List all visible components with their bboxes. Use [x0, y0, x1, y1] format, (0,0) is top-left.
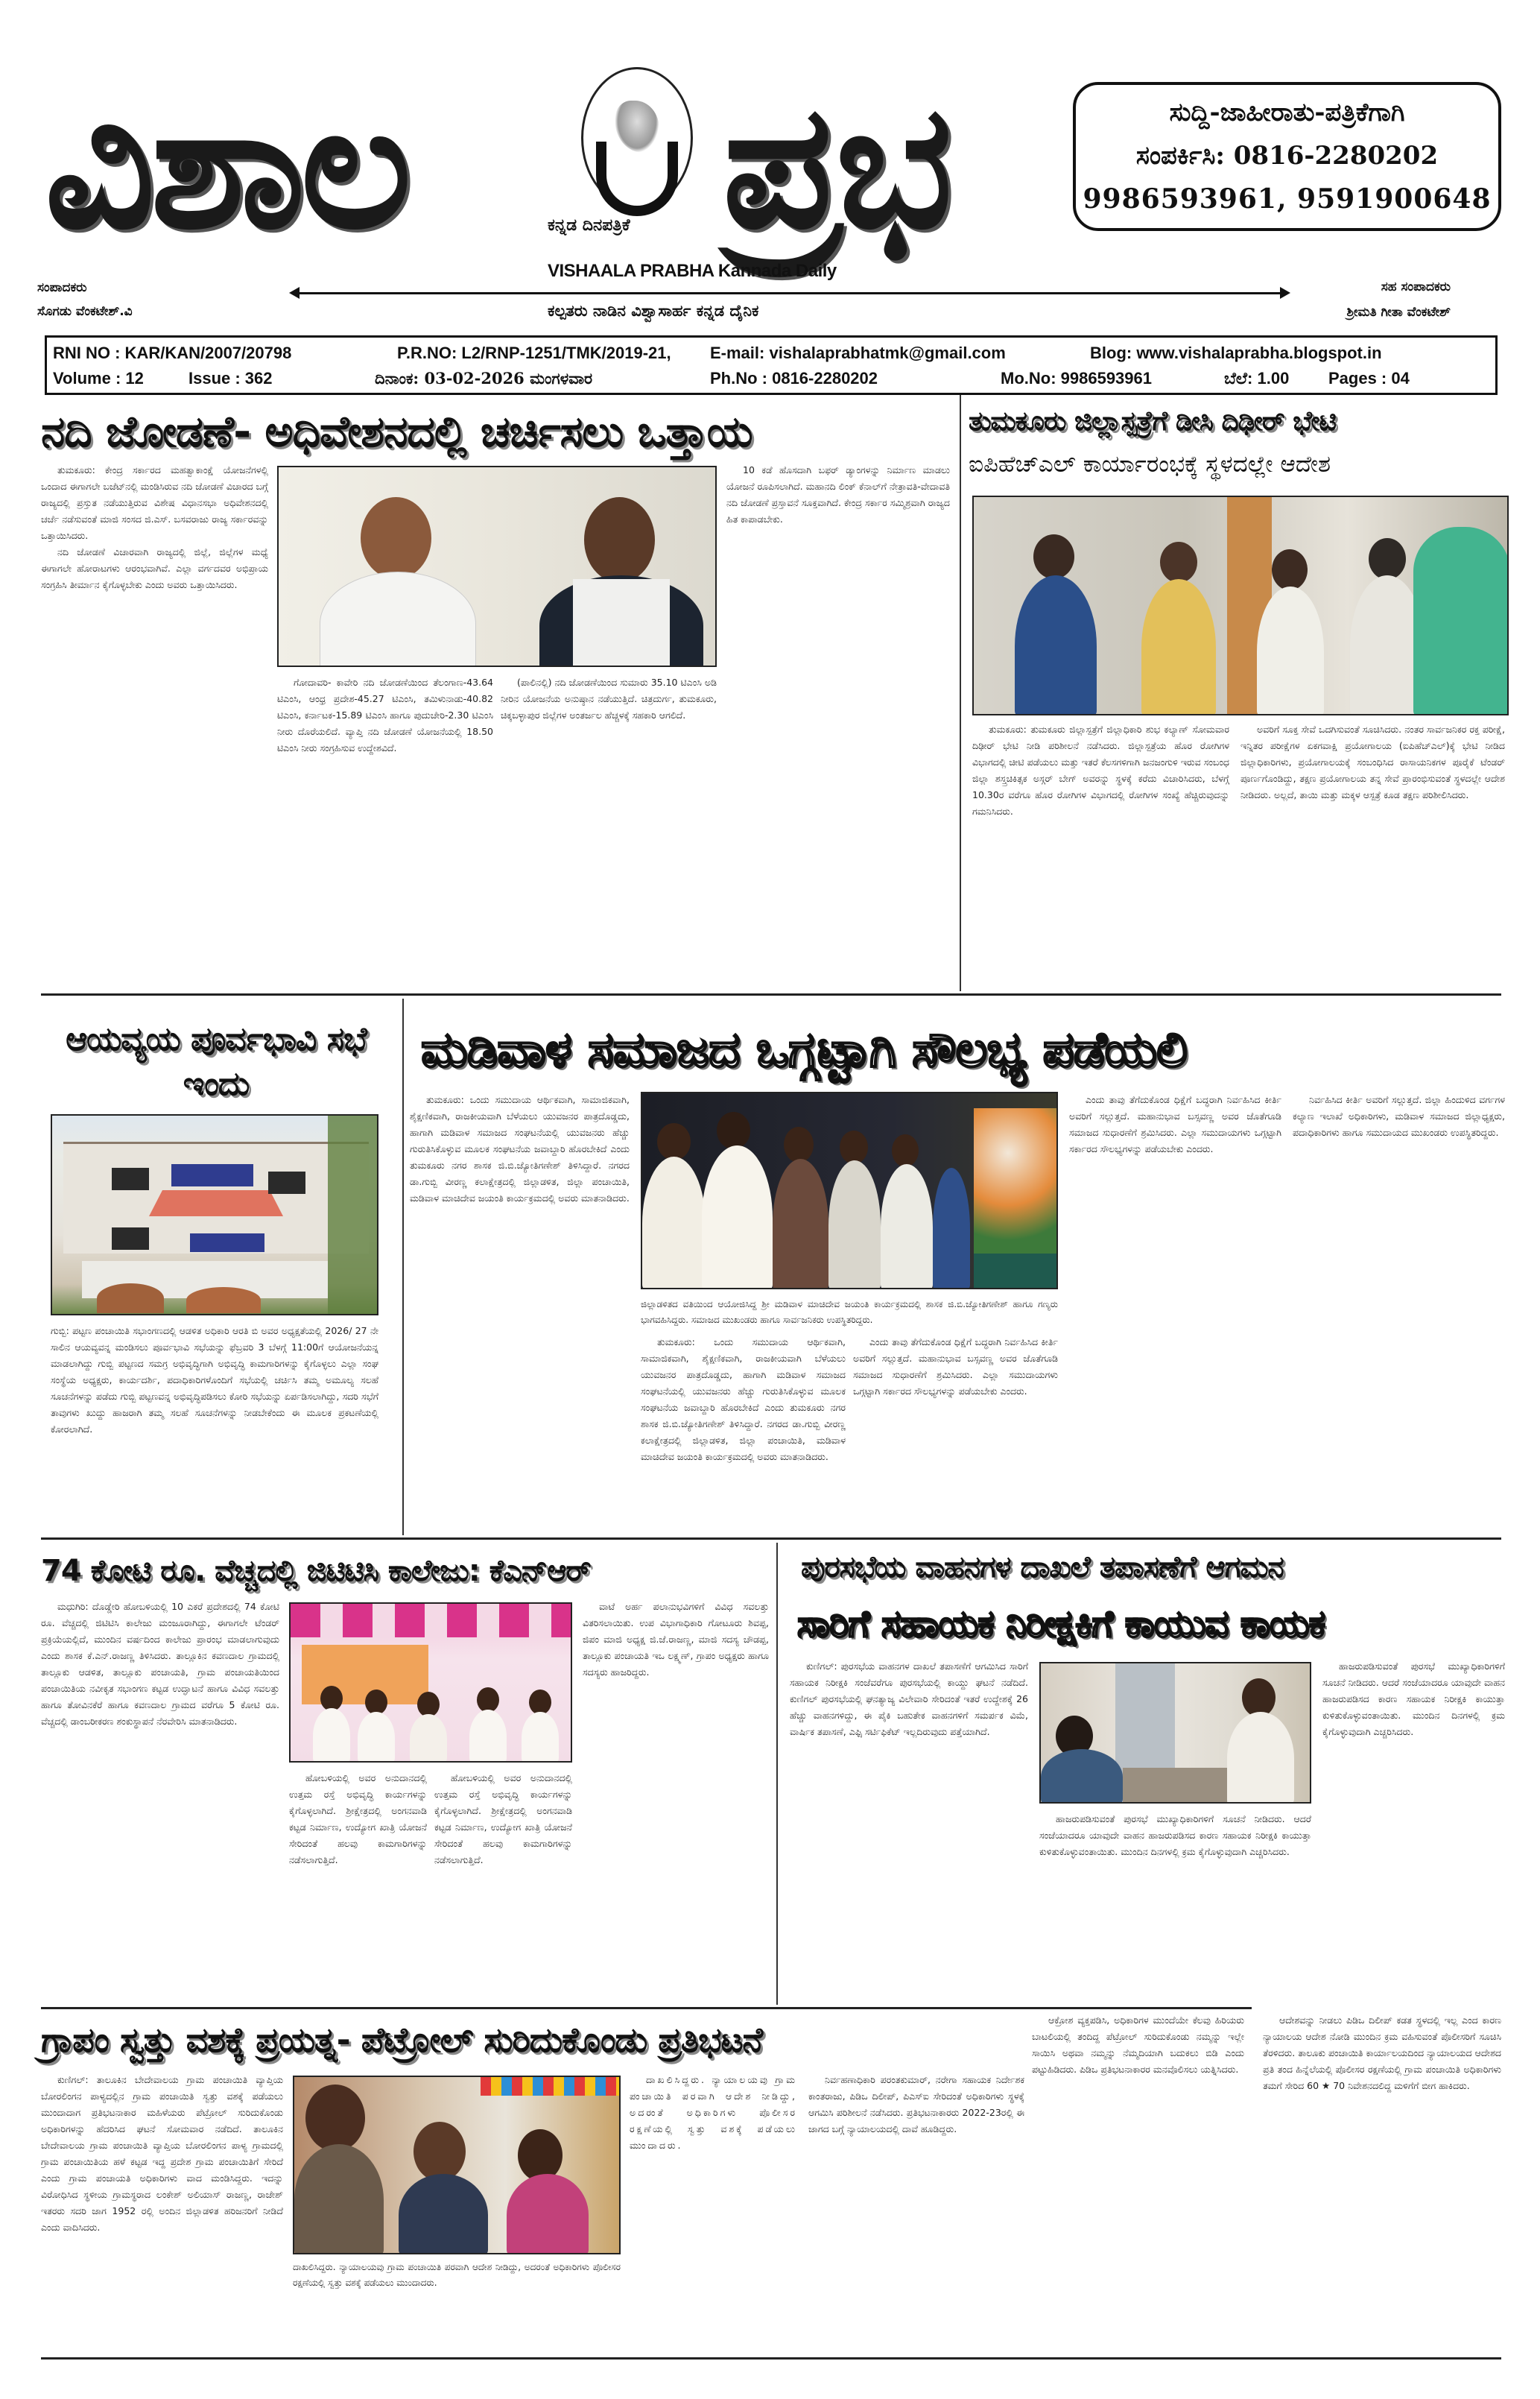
- column-divider: [402, 999, 404, 1535]
- article-body: ಗುಬ್ಬಿ: ಪಟ್ಟಣ ಪಂಚಾಯಿತಿ ಸಭಾಂಗಣದಲ್ಲಿ ಆಡಳಿತ ಅಧಿಕಾರಿ ಆರತಿ ಬಿ ಅವರ ಅಧ್ಯಕ್ಷತೆಯಲ್ಲಿ 2026/ 27 ನೇ ಸಾಲಿನ ಆಯವ್ಯವನ್ನ ಮಂಡಿಸಲು ಪೂರ್ವಭಾವಿ ಸಭೆಯನ್ನು ಫೆಬ್ರವರಿ 3 ಬೆಳಗ್ಗೆ 11:00ಗೆ ಆಯೋಜನೆಯನ್ನ ಮಾಡಲಾಗಿದ್ದು ಗುಬ್ಬಿ ಪಟ್ಟಣದ ಸಮಗ್ರ ಅಭಿವೃದ್ಧಿಗಾಗಿ ಅಭಿವೃದ್ಧಿ ಕಾಮಗಾರಿಗಳನ್ನು ಕೈಗೊಳ್ಳಲು ಎಲ್ಲಾ ಸಂಘ ಸಂಸ್ಥೆಯ ಅಧ್ಯಕ್ಷರು, ಕಾರ್ಯದರ್ಶಿ, ಪದಾಧಿಕಾರಿಗಳೊಂದಿಗೆ ಸಭೆಯಲ್ಲಿ ಚರ್ಚಿಸಿ ತಮ್ಮ ಅಮೂಲ್ಯ ಸಲಹೆ ಸೂಚನೆಗಳನ್ನು ಪಡೆದು ಗುಬ್ಬಿ ಪಟ್ಟಣವನ್ನ ಅಭಿವೃದ್ಧಿಪಡಿಸಲು ಕೋರಿ ಸಭೆಯನ್ನು ಏರ್ಪಡಿಸಲಾಗಿದ್ದು, ಸದರಿ ಸಭೆಗೆ ತಾವುಗಳು ಖುದ್ದು ಹಾಜರಾಗಿ ತಮ್ಮ ಸಲಹೆ ಸೂಚನೆಗಳನ್ನು ನೀಡಬೇಕೆಂದು ಈ ಮೂಲಕ ಪ್ರಕಟಣೆಯಲ್ಲಿ ಕೋರಲಾಗಿದೆ.: [51, 1325, 378, 1435]
- article-body-col4: 10 ಕಡೆ ಹೊಸದಾಗಿ ಬಫರ್ ಡ್ಯಾಂಗಳನ್ನು ನಿರ್ಮಾಣ ಮಾಡಲು ಯೋಜನೆ ರೂಪಿಸಲಾಗಿದೆ. ಮಹಾನದಿ ಲಿಂಕ್ ಕೆನಾಲ್‌ಗೆ ನೇತ್ರಾವತಿ-ವೇದಾವತಿ ನದಿ ಜೋಡಣೆ ಪ್ರಸ್ತಾವನೆ ಸೂಕ್ತವಾಗಿದೆ. ಕೇಂದ್ರ ಸರ್ಕಾರ ಸಮ್ಮಿಶ್ರವಾಗಿ ರಾಜ್ಯದ ಹಿತ ಕಾಪಾಡಬೇಕು.: [726, 464, 950, 525]
- article-body-col2: ಹಾಜರುಪಡಿಸುವಂತೆ ಪುರಸಭೆ ಮುಖ್ಯಾಧಿಕಾರಿಗಳಿಗೆ ಸೂಚನೆ ನೀಡಿದರು. ಆದರೆ ಸಂಜೆಯಾದರೂ ಯಾವುದೇ ವಾಹನ ಹಾಜರುಪಡಿಸದ ಕಾರಣ ಸಹಾಯಕ ನಿರೀಕ್ಷಕಿ ಕಾಯುತ್ತಾ ಕುಳಿತುಕೊಳ್ಳುವಂತಾಯಿತು. ಮುಂದಿನ ದಿನಗಳಲ್ಲಿ ಕ್ರಮ ಕೈಗೊಳ್ಳುವುದಾಗಿ ಎಚ್ಚರಿಸಿದರು.: [1039, 1813, 1311, 1857]
- masthead-title-part2: ಪ್ರಭ: [723, 68, 948, 267]
- dove-emblem-icon: [574, 67, 700, 224]
- article-body-col3: ಹಾಜರುಪಡಿಸುವಂತೆ ಪುರಸಭೆ ಮುಖ್ಯಾಧಿಕಾರಿಗಳಿಗೆ ಸೂಚನೆ ನೀಡಿದರು. ಆದರೆ ಸಂಜೆಯಾದರೂ ಯಾವುದೇ ವಾಹನ ಹಾಜರುಪಡಿಸದ ಕಾರಣ ಸಹಾಯಕ ನಿರೀಕ್ಷಕಿ ಕಾಯುತ್ತಾ ಕುಳಿತುಕೊಳ್ಳುವಂತಾಯಿತು. ಮುಂದಿನ ದಿನಗಳಲ್ಲಿ ಕ್ರಮ ಕೈಗೊಳ್ಳುವುದಾಗಿ ಎಚ್ಚರಿಸಿದರು.: [1322, 1660, 1505, 1737]
- phone: Ph.No : 0816-2280202: [710, 369, 878, 388]
- article-body-col3: (ಪಾಲಿನಲ್ಲಿ) ನದಿ ಜೋಡಣೆಯಿಂದ ಸುಮಾರು 35.10 ಟಿಎಂಸಿ ಅಡಿ ನೀರಿನ ಯೋಜನೆಯ ಅನುಷ್ಠಾನ ನಡೆಯುತ್ತಿದೆ. ಚಿತ್ರದುರ್ಗ, ತುಮಕೂರು, ಚಿಕ್ಕಬಳ್ಳಾಪುರ ಜಿಲ್ಲೆಗಳ ಅಂತರ್ಜಲ ಹೆಚ್ಚಳಕ್ಕೆ ಸಹಕಾರಿ ಆಗಲಿದೆ.: [501, 677, 717, 721]
- editor-label: ಸಂಪಾದಕರು: [37, 280, 87, 295]
- volume: Volume : 12: [53, 369, 144, 388]
- co-editor-block: [1347, 274, 1451, 325]
- article-photo-felicitation: [641, 1092, 1058, 1289]
- tagline-english: VISHAALA PRABHA Kannada Daily: [548, 261, 837, 281]
- column-divider: [776, 1543, 778, 2005]
- publication-info-bar: [45, 335, 1498, 395]
- article-photo-protest: [293, 2076, 621, 2254]
- article-body-col1: ಕುಣಿಗಲ್: ಪುರಸಭೆಯ ವಾಹನಗಳ ದಾಖಲೆ ತಪಾಸಣೆಗೆ ಆಗಮಿಸಿದ ಸಾರಿಗೆ ಸಹಾಯಕ ನಿರೀಕ್ಷಕಿ ಸಂಜೆವರೆಗೂ ಪುರಸಭೆಯಲ್ಲಿ ಕಾಯ್ದು ಘಟನೆ ನಡೆದಿದೆ. ಕುಣಿಗಲ್ ಪುರಸಭೆಯಲ್ಲಿ ಘನತ್ಯಾಜ್ಯ ವಿಲೇವಾರಿ ಸೇರಿದಂತೆ ಇತರೆ ಉದ್ದೇಶಕ್ಕೆ 26 ಹೆಚ್ಚು ವಾಹನಗಳಿದ್ದು, ಈ ಪೈಕಿ ಬಹುತೇಕ ವಾಹನಗಳಿಗೆ ಸಮರ್ಪಕ ವಿಮೆ, ವಾರ್ಷಿಕ ತಪಾಸಣೆ, ಎಫ್ಸಿ ಸರ್ಟಿಫಿಕೆಟ್ ಇಲ್ಲದಿರುವುದು ಪತ್ತೆಯಾಗಿದೆ.: [790, 1660, 1028, 1737]
- article-body-col1: ತುಮಕೂರು: ತುಮಕೂರು ಜಿಲ್ಲಾಸ್ಪತ್ರೆಗೆ ಜಿಲ್ಲಾಧಿಕಾರಿ ಶುಭ ಕಲ್ಯಾಣ್ ಸೋಮವಾರ ದಿಢೀರ್ ಭೇಟಿ ನೀಡಿ ಪರಿಶೀಲನೆ ನಡೆಸಿದರು. ಜಿಲ್ಲಾಸ್ಪತ್ರೆಯ ಹೊರ ರೋಗಿಗಳ ವಿಭಾಗದಲ್ಲಿ ಚೀಟಿ ಪಡೆಯಲು ಮತ್ತು ಇತರೆ ಕೆಲಸಗಳಿಗಾಗಿ ಜನಜಂಗುಳಿ ಇರುವ ಸಂಬಂಧ ಜಿಲ್ಲಾ ಶಸ್ತ್ರಚಿಕಿತ್ಸಕ ಅಸ್ಗರ್ ಬೇಗ್ ಅವರನ್ನು ಸ್ಥಳಕ್ಕೆ ಕರೆದು ವಿಚಾರಿಸಿದರು, ಬೆಳಗ್ಗೆ 10.30ರ ವರೆಗೂ ಹೊರ ರೋಗಿಗಳ ವಿಭಾಗದಲ್ಲಿ ರೋಗಿಗಳ ಸಂಖ್ಯೆ ಹೆಚ್ಚಿರುವುದನ್ನು ಗಮನಿಸಿದರು.: [972, 724, 1229, 817]
- article-body-col2: ಹೋಬಳಿಯಲ್ಲಿ ಅವರ ಅನುದಾನದಲ್ಲಿ ಉತ್ತಮ ರಸ್ತೆ ಅಭಿವೃದ್ಧಿ ಕಾರ್ಯಗಳನ್ನು ಕೈಗೊಳ್ಳಲಾಗಿದೆ. ಶ್ರೀಕ್ಷೇತ್ರದಲ್ಲಿ ಅಂಗನವಾಡಿ ಕಟ್ಟಡ ನಿರ್ಮಾಣ, ಉದ್ಯೋಗ ಖಾತ್ರಿ ಯೋಜನೆ ಸೇರಿದಂತೆ ಹಲವು ಕಾಮಗಾರಿಗಳನ್ನು ನಡೆಸಲಾಗುತ್ತಿದೆ.: [289, 1772, 427, 1865]
- photo-caption: ದಾಖಲಿಸಿದ್ದರು. ನ್ಯಾಯಾಲಯವು ಗ್ರಾಮ ಪಂಚಾಯಿತಿ ಪರವಾಗಿ ಆದೇಶ ನೀಡಿದ್ದು, ಅದರಂತೆ ಅಧಿಕಾರಿಗಳು ಪೊಲೀಸರ ರಕ್ಷಣೆಯಲ್ಲಿ ಸ್ವತ್ತು ವಶಕ್ಕೆ ಪಡೆಯಲು ಮುಂದಾದರು.: [293, 2262, 621, 2288]
- contact-box: [1073, 82, 1501, 231]
- article-body-col4: ಆಕ್ರೋಶ ವ್ಯಕ್ತಪಡಿಸಿ, ಅಧಿಕಾರಿಗಳ ಮುಂದೆಯೇ ಕೆಲವು ಹಿರಿಯರು ಬಾಟಲಿಯಲ್ಲಿ ತಂದಿದ್ದ ಪೆಟ್ರೋಲ್ ಸುರಿದುಕೊಂಡು ನಮ್ಮನ್ನು ಇಲ್ಲೇ ಸಾಯಿಸಿ ಅಥವಾ ನಮ್ಮನ್ನು ನೆಮ್ಮದಿಯಾಗಿ ಬದುಕಲು ಬಿಡಿ ಎಂದು ಪಟ್ಟುಹಿಡಿದರು. ಪಿಡಿಒ ಪ್ರತಿಭಟನಾಕಾರರ ಮನವೊಲಿಸಲು ಯತ್ನಿಸಿದರು.: [1032, 2014, 1244, 2075]
- double-arrow-divider: [298, 292, 1281, 294]
- article-body-col1: ಕುಣಿಗಲ್: ತಾಲೂಕಿನ ಬೇದೇವಾಲಯ ಗ್ರಾಮ ಪಂಚಾಯಿತಿ ವ್ಯಾಪ್ತಿಯ ಬೋರಲಿಂಗನ ಪಾಳ್ಯದಲ್ಲಿನ ಗ್ರಾಮ ಪಂಚಾಯಿತಿ ಸ್ವತ್ತು ವಶಕ್ಕೆ ಪಡೆಯಲು ಮುಂದಾದಾಗ ಪ್ರತಿಭಟನಾಕಾರ ಮಹಿಳೆಯರು ಪೆಟ್ರೋಲ್ ಸುರಿದುಕೊಂಡು ಅಧಿಕಾರಿಗಳನ್ನು ಹೆದರಿಸಿದ ಘಟನೆ ಸೋಮವಾರ ನಡೆದಿದೆ. ತಾಲೂಕಿನ ಬೇದೇವಾಲಯ ಗ್ರಾಮ ಪಂಚಾಯಿತಿ ವ್ಯಾಪ್ತಿಯ ಬೋರಲಿಂಗನ ಪಾಳ್ಯ ಗ್ರಾಮದಲ್ಲಿ ಗ್ರಾಮ ಪಂಚಾಯಿತಿಯ ಹಳೆ ಕಟ್ಟಡ ಇದ್ದ ಪ್ರದೇಶ ಗ್ರಾಮ ಪಂಚಾಯಿತಿಗೆ ಸೇರಿದೆ ಎಂದು ಗ್ರಾಮ ಪಂಚಾಯತಿ ಅಧಿಕಾರಿಗಳು ವಾದ ಮಂಡಿಸಿದ್ದರು. ಇದನ್ನು ವಿರೋಧಿಸಿದ ಸ್ಥಳೀಯ ಗ್ರಾಮಸ್ಥರಾದ ಲಂಕೇಶ್ ಅಲಿಯಾಸ್ ರಾಜಣ್ಣ, ರಾಜೇಶ್ ಇತರರು ಸದರಿ ಜಾಗ 1952 ರಲ್ಲಿ ಅಂದಿನ ಜಿಲ್ಲಾಡಳಿತ ಹರಿಜನರಿಗೆ ನೀಡಿದೆ ಎಂದು ವಾದಿಸಿದರು.: [41, 2074, 283, 2233]
- column-divider: [960, 395, 961, 991]
- article-photo-inspector: [1039, 1662, 1311, 1804]
- article-body-col2b: ಹೋಬಳಿಯಲ್ಲಿ ಅವರ ಅನುದಾನದಲ್ಲಿ ಉತ್ತಮ ರಸ್ತೆ ಅಭಿವೃದ್ಧಿ ಕಾರ್ಯಗಳನ್ನು ಕೈಗೊಳ್ಳಲಾಗಿದೆ. ಶ್ರೀಕ್ಷೇತ್ರದಲ್ಲಿ ಅಂಗನವಾಡಿ ಕಟ್ಟಡ ನಿರ್ಮಾಣ, ಉದ್ಯೋಗ ಖಾತ್ರಿ ಯೋಜನೆ ಸೇರಿದಂತೆ ಹಲವು ಕಾಮಗಾರಿಗಳನ್ನು ನಡೆಸಲಾಗುತ್ತಿದೆ.: [434, 1772, 572, 1865]
- blog-link[interactable]: Blog: www.vishalaprabha.blogspot.in: [1090, 344, 1382, 362]
- article-body-col3: ನಿರ್ವಹಣಾಧಿಕಾರಿ ಪರಂತಕುಮಾರ್, ನರೇಗಾ ಸಹಾಯಕ ನಿರ್ದೇಶಕ ಕಾಂತರಾಜು, ಪಿಡಿಒ ದಿಲೀಪ್, ಪಿಎಸ್ಐ ಸೇರಿದಂತೆ ಅಧಿಕಾರಿಗಳು ಸ್ಥಳಕ್ಕೆ ಆಗಮಿಸಿ ಪರಿಶೀಲನೆ ನಡೆಸಿದರು. ಪ್ರತಿಭಟನಾಕಾರರು 2022-23ರಲ್ಲಿ ಈ ಜಾಗದ ಬಗ್ಗೆ ನ್ಯಾಯಾಲಯದಲ್ಲಿ ದಾವೆ ಹೂಡಿದ್ದರು.: [808, 2074, 1024, 2134]
- headline: ನದಿ ಜೋಡಣೆ- ಅಧಿವೇಶನದಲ್ಲಿ ಚರ್ಚಿಸಲು ಒತ್ತಾಯ: [41, 406, 752, 457]
- headline: ಪುರಸಭೆಯ ವಾಹನಗಳ ದಾಖಲೆ ತಪಾಸಣೆಗೆ ಆಗಮನ: [801, 1550, 1284, 1584]
- contact-line-1: ಸುದ್ದಿ-ಜಾಹೀರಾತು-ಪತ್ರಿಕೆಗಾಗಿ: [1169, 98, 1405, 127]
- section-rule: [41, 2007, 1252, 2009]
- headline: ಮಡಿವಾಳ ಸಮಾಜದ ಒಗ್ಗಟ್ಟಾಗಿ ಸೌಲಭ್ಯ ಪಡೆಯಲಿ: [421, 1021, 1188, 1078]
- subheadline: ಸಾರಿಗೆ ಸಹಾಯಕ ನಿರೀಕ್ಷಕಿಗೆ ಕಾಯುವ ಕಾಯಕ: [797, 1602, 1325, 1646]
- article-photo-politicians: [277, 466, 717, 667]
- editor-block: [37, 276, 133, 323]
- article-body-col2: ಗೋದಾವರಿ- ಕಾವೇರಿ ನದಿ ಜೋಡಣೆಯಿಂದ ತೆಲಂಗಾಣ-43.64 ಟಿಎಂಸಿ, ಆಂಧ್ರ ಪ್ರದೇಶ-45.27 ಟಿಎಂಸಿ, ತಮಿಳುನಾಡು-40.82 ಟಿಎಂಸಿ, ಕರ್ನಾಟಕ-15.89 ಟಿಎಂಸಿ ಹಾಗೂ ಪುದುಚೇರಿ-2.30 ಟಿಎಂಸಿ ನೀರು ದೊರೆಯಲಿದೆ. ವ್ಯಾಪ್ತಿ ನದಿ ಜೋಡಣೆ ಯೋಜನೆಯಲ್ಲಿ 18.50 ಟಿಎಂಸಿ ನೀರು ಸಂಗ್ರಹಿಸುವ ಉದ್ದೇಶವಿದೆ.: [277, 677, 493, 753]
- co-editor-name: ಶ್ರೀಮತಿ ಗೀತಾ ವೆಂಕಟೇಶ್: [1346, 305, 1451, 320]
- rni-number: RNI NO : KAR/KAN/2007/20798: [53, 344, 292, 362]
- article-body-col4: ನಿರ್ವಹಿಸಿದ ಕೀರ್ತಿ ಅವರಿಗೆ ಸಲ್ಲುತ್ತದೆ. ಜಿಲ್ಲಾ ಹಿಂದುಳಿದ ವರ್ಗಗಳ ಕಲ್ಯಾಣ ಇಲಾಖೆ ಅಧಿಕಾರಿಗಳು, ಮಡಿವಾಳ ಸಮಾಜದ ಜಿಲ್ಲಾಧ್ಯಕ್ಷರು, ಪದಾಧಿಕಾರಿಗಳು ಹಾಗೂ ಸಮುದಾಯದ ಮುಖಂಡರು ಉಪಸ್ಥಿತರಿದ್ದರು.: [1293, 1094, 1505, 1138]
- article-photo-inauguration: [289, 1602, 572, 1763]
- article-body-col5: ಆದೇಶವನ್ನು ನೀಡಲು ಪಿಡಿಒ ದಿಲೀಪ್ ಕಡತ ಸ್ಥಳದಲ್ಲಿ ಇಲ್ಲ ಎಂದ ಕಾರಣ ನ್ಯಾಯಾಲಯ ಆದೇಶ ನೋಡಿ ಮುಂದಿನ ಕ್ರಮ ವಹಿಸುವಂತೆ ಪೊಲೀಸರಿಗೆ ಸೂಚಿಸಿ ತೆರಳಿದರು. ತಾಲೂಕು ಪಂಚಾಯಿತಿ ಕಾರ್ಯಾಲಯದಿಂದ ನ್ಯಾಯಾಲಯದ ಆದೇಶದ ಪ್ರತಿ ತಂದ ಹಿನ್ನೆಲೆಯಲ್ಲಿ ಪೊಲೀಸರ ರಕ್ಷಣೆಯಲ್ಲಿ ಗ್ರಾಮ ಪಂಚಾಯಿತಿ ಅಧಿಕಾರಿಗಳು ತಮಗೆ ಸೇರಿದ 60 ★ 70 ನಿವೇಶನದಲಿದ್ದ ಮಳಿಗೆಗೆ ಬೀಗ ಹಾಕಿದರು.: [1263, 2014, 1501, 2091]
- article-photo-hospital: [972, 496, 1509, 715]
- article-body-col2: ಅವರಿಗೆ ಸೂಕ್ತ ಸೇವೆ ಒದಗಿಸುವಂತೆ ಸೂಚಿಸಿದರು. ನಂತರ ಸಾರ್ವಜನಿಕರ ರಕ್ತ ಪರೀಕ್ಷೆ, ಇನ್ನಿತರ ಪರೀಕ್ಷೆಗಳ ಏಕಗವಾಕ್ಷಿ ಪ್ರಯೋಗಾಲಯ (ಐಪಿಹೆಚ್‌ಎಲ್)ಕ್ಕೆ ಭೇಟಿ ನೀಡಿದ ಜಿಲ್ಲಾಧಿಕಾರಿಗಳು, ಪ್ರಯೋಗಾಲಯಕ್ಕೆ ಸಂಬಂಧಿಸಿದ ರಾಸಾಯನಿಕಗಳ ಪೂರೈಕೆ ಟೆಂಡರ್ ಪೂರ್ಣಗೊಂಡಿದ್ದು, ತಕ್ಷಣ ಪ್ರಯೋಗಾಲಯ ತನ್ನ ಸೇವೆ ಪ್ರಾರಂಭಿಸುವಂತೆ ಸ್ಥಳದಲ್ಲೇ ಆದೇಶ ನೀಡಿದರು. ಅಲ್ಲದೆ, ತಾಯಿ ಮತ್ತು ಮಕ್ಕಳ ಆಸ್ಪತ್ರೆ ಕೂಡ ತಕ್ಷಣ ಪರಿಶೀಲಿಸಿದರು.: [1240, 724, 1505, 800]
- section-rule: [41, 993, 1501, 996]
- headline: ಆಯವ್ಯಯ ಪೂರ್ವಭಾವಿ ಸಭೆ ಇಂದು: [66, 1020, 367, 1103]
- editor-name: ಸೊಗಡು ವೆಂಕಟೇಶ್.ವಿ: [37, 304, 133, 319]
- headline: ತುಮಕೂರು ಜಿಲ್ಲಾಸ್ಪತ್ರೆಗೆ ಡೀಸಿ ದಿಢೀರ್ ಭೇಟಿ: [969, 406, 1336, 437]
- article-body-col3: ವಾಟೆ ಅರ್ಹ ಪಲಾನುಭವಿಗಳಿಗೆ ವಿವಿಧ ಸವಲತ್ತು ವಿತರಿಸಲಾಯಿತು. ಉಪ ವಿಭಾಗಾಧಿಕಾರಿ ಗೋಟೂರು ಶಿವಪ್ಪ, ಜಿಪಂ ಮಾಜಿ ಅಧ್ಯಕ್ಷ ಜಿ.ಜೆ.ರಾಜಣ್ಣ, ಮಾಜಿ ಸದಸ್ಯ ಚೌಡಪ್ಪ, ತಾಲ್ಲೂಕು ಪಂಚಾಯತಿ ಇಒ ಲಕ್ಷ್ಮಣ್, ಗ್ರಾಪಂ ಅಧ್ಯಕ್ಷರು ಹಾಗೂ ಸದಸ್ಯರು ಹಾಜರಿದ್ದರು.: [583, 1601, 769, 1678]
- contact-line-3: 9986593961, 9591900648: [1083, 183, 1492, 215]
- article-body-col1: ತುಮಕೂರು: ಕೇಂದ್ರ ಸರ್ಕಾರದ ಮಹತ್ವಾಕಾಂಕ್ಷೆ ಯೋಜನೆಗಳಲ್ಲಿ ಒಂದಾದ ಈಗಾಗಲೇ ಬಜೆಟ್‌ನಲ್ಲಿ ಮಂಡಿಸಿರುವ ನದಿ ಜೋಡಣೆ ವಿಚಾರದ ಬಗ್ಗೆ ರಾಜ್ಯದಲ್ಲಿ ಪ್ರಸ್ತುತ ನಡೆಯುತ್ತಿರುವ ವಿಶೇಷ ವಿಧಾನಸಭಾ ಅಧಿವೇಶನದಲ್ಲಿ ಚರ್ಚೆ ನಡೆಸುವಂತೆ ಮಾಜಿ ಸಂಸದ ಜಿ.ಎಸ್. ಬಸವರಾಜು ರಾಜ್ಯ ಸರ್ಕಾರವನ್ನು ಒತ್ತಾಯಿಸಿದರು. ನದಿ ಜೋಡಣೆ ವಿಚಾರವಾಗಿ ರಾಜ್ಯದಲ್ಲಿ ಜಿಲ್ಲೆ, ಜಿಲ್ಲೆಗಳ ಮಧ್ಯೆ ಈಗಾಗಲೇ ಹೋರಾಟಗಳು ಆರಂಭವಾಗಿವೆ. ಎಲ್ಲಾ ವರ್ಗದವರ ಅಭಿಪ್ರಾಯ ಸಂಗ್ರಹಿಸಿ ತೀರ್ಮಾನ ಕೈಗೊಳ್ಳಬೇಕು ಎಂದು ಅವರು ಒತ್ತಾಯಿಸಿದರು.: [41, 464, 268, 590]
- section-rule: [41, 1537, 1501, 1540]
- article-body-col2: ದಾಖಲಿಸಿದ್ದರು. ನ್ಯಾಯಾಲಯವು ಗ್ರಾಮ ಪಂಚಾಯಿತಿ ಪರವಾಗಿ ಆದೇಶ ನೀಡಿದ್ದು, ಅದರಂತೆ ಅಧಿಕಾರಿಗಳು ಪೊಲೀಸರ ರಕ್ಷಣೆಯಲ್ಲಿ ಸ್ವತ್ತು ವಶಕ್ಕೆ ಪಡೆಯಲು ಮುಂದಾದರು.: [630, 2074, 797, 2151]
- price: ಬೆಲೆ: 1.00: [1224, 369, 1290, 388]
- article-body-col2b: ಎಂದು ತಾವು ತೆಗೆದುಕೊಂಡ ಧಿಕ್ಷೆಗೆ ಬದ್ಧರಾಗಿ ನಿರ್ವಹಿಸಿದ ಕೀರ್ತಿ ಅವರಿಗೆ ಸಲ್ಲುತ್ತದೆ. ಮಹಾನುಭಾವ ಬಸ್ಸವಣ್ಣ ಅವರ ಜೊತೆಗೂಡಿ ಸಮಾಜದ ಸುಧಾರಣೆಗೆ ಶ್ರಮಿಸಿದರು. ಎಲ್ಲಾ ಸಮುದಾಯಗಳು ಒಗ್ಗಟ್ಟಾಗಿ ಸರ್ಕಾರದ ಸೌಲಭ್ಯಗಳನ್ನು ಪಡೆಯಬೇಕು ಎಂದರು.: [853, 1336, 1058, 1397]
- pr-number: P.R.NO: L2/RNP-1251/TMK/2019-21,: [397, 344, 671, 362]
- subheadline: ಐಪಿಹೆಚ್‌ಎಲ್ ಕಾರ್ಯಾರಂಭಕ್ಕೆ ಸ್ಥಳದಲ್ಲೇ ಆದೇಶ: [969, 451, 1331, 478]
- email: E-mail: vishalaprabhatmk@gmail.com: [710, 344, 1006, 362]
- article-body-col1: ಮಧುಗಿರಿ: ದೊಡ್ಡೇರಿ ಹೋಬಳಿಯಲ್ಲಿ 10 ಎಕರೆ ಪ್ರದೇಶದಲ್ಲಿ 74 ಕೋಟಿ ರೂ. ವೆಚ್ಚದಲ್ಲಿ ಜಿಟಿಟಿಸಿ ಕಾಲೇಜು ಮಂಜೂರಾಗಿದ್ದು, ಈಗಾಗಲೇ ಟೆಂಡರ್ ಪ್ರಕ್ರಿಯೆಯಲ್ಲಿದೆ, ಮುಂದಿನ ವರ್ಷದಿಂದ ಕಾಲೇಜು ಪ್ರಾರಂಭ ಮಾಡಲಾಗುವುದು ಎಂದು ಶಾಸಕ ಕೆ.ಎನ್.ರಾಜಣ್ಣ ತಿಳಿಸಿದರು. ತಾಲ್ಲೂಕಿನ ಕವಣದಾಲ ಗ್ರಾಮದಲ್ಲಿ ತಾಲ್ಲೂಕು ಆಡಳಿತ, ತಾಲ್ಲೂಕು ಪಂಚಾಯತಿ, ಗ್ರಾಮ ಪಂಚಾಯತಿಯಿಂದ ಪಂಚಾಯಿತಿಯ ನವೀಕೃತ ಸಭಾಂಗಣ ಕಟ್ಟಡ ಉದ್ಘಾಟನೆ ಹಾಗೂ ವಿವಿಧ ಸವಲತ್ತು ಹಾಗೂ ತೋವಿನಕೆರೆ ಹಾಗೂ ಕವಣದಾಲ ಗ್ರಾಮದ ವರೆಗೂ 5 ಕೋಟಿ ರೂ. ವೆಚ್ಚದಲ್ಲಿ ಡಾಂಬರೀಕರಣ ಶಂಕುಸ್ಥಾಪನೆ ನೆರವೇರಿಸಿ ಮಾತನಾಡಿದರು.: [41, 1601, 279, 1727]
- page-bottom-rule: [41, 2357, 1501, 2360]
- article-photo-panchayat-office: [51, 1114, 378, 1315]
- headline: ಗ್ರಾಪಂ ಸ್ವತ್ತು ವಶಕ್ಕೆ ಪ್ರಯತ್ನ- ಪೆಟ್ರೋಲ್ ಸುರಿದುಕೊಂಡು ಪ್ರತಿಭಟನೆ: [41, 2020, 763, 2060]
- article-body-col2: ತುಮಕೂರು: ಒಂದು ಸಮುದಾಯ ಆರ್ಥಿಕವಾಗಿ, ಸಾಮಾಜಿಕವಾಗಿ, ಶೈಕ್ಷಣಿಕವಾಗಿ, ರಾಜಕೀಯವಾಗಿ ಬೆಳೆಯಲು ಯುವಜನರ ಪಾತ್ರದೊಡ್ಡದು, ಹಾಗಾಗಿ ಮಡಿವಾಳ ಸಮಾಜದ ಸಂಘಟನೆಯಲ್ಲಿ ಯುವಜನರು ಹೆಚ್ಚು ಗುರುತಿಸಿಕೊಳ್ಳುವ ಮೂಲಕ ಸಂಘಟನೆಯ ಜವಾಬ್ದಾರಿ ಹೊರಬೇಕಿದೆ ಎಂದು ತುಮಕೂರು ನಗರ ಶಾಸಕ ಜಿ.ಬಿ.ಜ್ಯೋತಿಗಣೇಶ್ ತಿಳಿಸಿದ್ದಾರೆ. ನಗರದ ಡಾ.ಗುಬ್ಬಿ ವೀರಣ್ಣ ಕಲಾಕ್ಷೇತ್ರದಲ್ಲಿ ಜಿಲ್ಲಾಡಳಿತ, ಜಿಲ್ಲಾ ಪಂಚಾಯಿತಿ, ಮಡಿವಾಳ ಮಾಚಿದೇವ ಜಯಂತಿ ಕಾರ್ಯಕ್ರಮದಲ್ಲಿ ಅವರು ಮಾತನಾಡಿದರು.: [641, 1336, 846, 1462]
- mobile: Mo.No: 9986593961: [1001, 369, 1152, 388]
- issue: Issue : 362: [188, 369, 273, 388]
- co-editor-label: ಸಹ ಸಂಪಾದಕರು: [1381, 279, 1451, 294]
- slogan: ಕಲ್ಪತರು ನಾಡಿನ ವಿಶ್ವಾಸಾರ್ಹ ಕನ್ನಡ ದೈನಿಕ: [548, 302, 759, 320]
- tagline-kannada: ಕನ್ನಡ ದಿನಪತ್ರಿಕೆ: [548, 216, 630, 235]
- photo-caption: ಜಿಲ್ಲಾಡಳಿತದ ವತಿಯಿಂದ ಆಯೋಜಿಸಿದ್ದ ಶ್ರೀ ಮಡಿವಾಳ ಮಾಚಿದೇವ ಜಯಂತಿ ಕಾರ್ಯಕ್ರಮದಲ್ಲಿ ಶಾಸಕ ಜಿ.ಬಿ.ಜ್ಯೋತಿಗಣೇಶ್ ಹಾಗೂ ಗಣ್ಯರು ಭಾಗವಹಿಸಿದ್ದರು. ಸಮಾಜದ ಮುಖಂಡರು ಹಾಗೂ ಸಾರ್ವಜನಿಕರು ಉಪಸ್ಥಿತರಿದ್ದರು.: [641, 1299, 1058, 1325]
- contact-line-2: ಸಂಪರ್ಕಿಸಿ: 0816-2280202: [1135, 141, 1439, 171]
- page-count: Pages : 04: [1328, 369, 1410, 388]
- issue-date: ದಿನಾಂಕ: 03-02-2026 ಮಂಗಳವಾರ: [375, 369, 593, 388]
- masthead-title-part1: ವಿಶಾಲ: [45, 68, 408, 267]
- article-body-col1: ತುಮಕೂರು: ಒಂದು ಸಮುದಾಯ ಆರ್ಥಿಕವಾಗಿ, ಸಾಮಾಜಿಕವಾಗಿ, ಶೈಕ್ಷಣಿಕವಾಗಿ, ರಾಜಕೀಯವಾಗಿ ಬೆಳೆಯಲು ಯುವಜನರ ಪಾತ್ರದೊಡ್ಡದು, ಹಾಗಾಗಿ ಮಡಿವಾಳ ಸಮಾಜದ ಸಂಘಟನೆಯಲ್ಲಿ ಯುವಜನರು ಹೆಚ್ಚು ಗುರುತಿಸಿಕೊಳ್ಳುವ ಮೂಲಕ ಸಂಘಟನೆಯ ಜವಾಬ್ದಾರಿ ಹೊರಬೇಕಿದೆ ಎಂದು ತುಮಕೂರು ನಗರ ಶಾಸಕ ಜಿ.ಬಿ.ಜ್ಯೋತಿಗಣೇಶ್ ತಿಳಿಸಿದ್ದಾರೆ. ನಗರದ ಡಾ.ಗುಬ್ಬಿ ವೀರಣ್ಣ ಕಲಾಕ್ಷೇತ್ರದಲ್ಲಿ ಜಿಲ್ಲಾಡಳಿತ, ಜಿಲ್ಲಾ ಪಂಚಾಯಿತಿ, ಮಡಿವಾಳ ಮಾಚಿದೇವ ಜಯಂತಿ ಕಾರ್ಯಕ್ರಮದಲ್ಲಿ ಅವರು ಮಾತನಾಡಿದರು.: [410, 1094, 630, 1204]
- headline: 74 ಕೋಟಿ ರೂ. ವೆಚ್ಚದಲ್ಲಿ ಜಿಟಿಟಿಸಿ ಕಾಲೇಜು: ಕೆಎನ್‌ಆರ್: [41, 1554, 591, 1588]
- article-body-col3: ಎಂದು ತಾವು ತೆಗೆದುಕೊಂಡ ಧಿಕ್ಷೆಗೆ ಬದ್ಧರಾಗಿ ನಿರ್ವಹಿಸಿದ ಕೀರ್ತಿ ಅವರಿಗೆ ಸಲ್ಲುತ್ತದೆ. ಮಹಾನುಭಾವ ಬಸ್ಸವಣ್ಣ ಅವರ ಜೊತೆಗೂಡಿ ಸಮಾಜದ ಸುಧಾರಣೆಗೆ ಶ್ರಮಿಸಿದರು. ಎಲ್ಲಾ ಸಮುದಾಯಗಳು ಒಗ್ಗಟ್ಟಾಗಿ ಸರ್ಕಾರದ ಸೌಲಭ್ಯಗಳನ್ನು ಪಡೆಯಬೇಕು ಎಂದರು.: [1069, 1094, 1281, 1154]
